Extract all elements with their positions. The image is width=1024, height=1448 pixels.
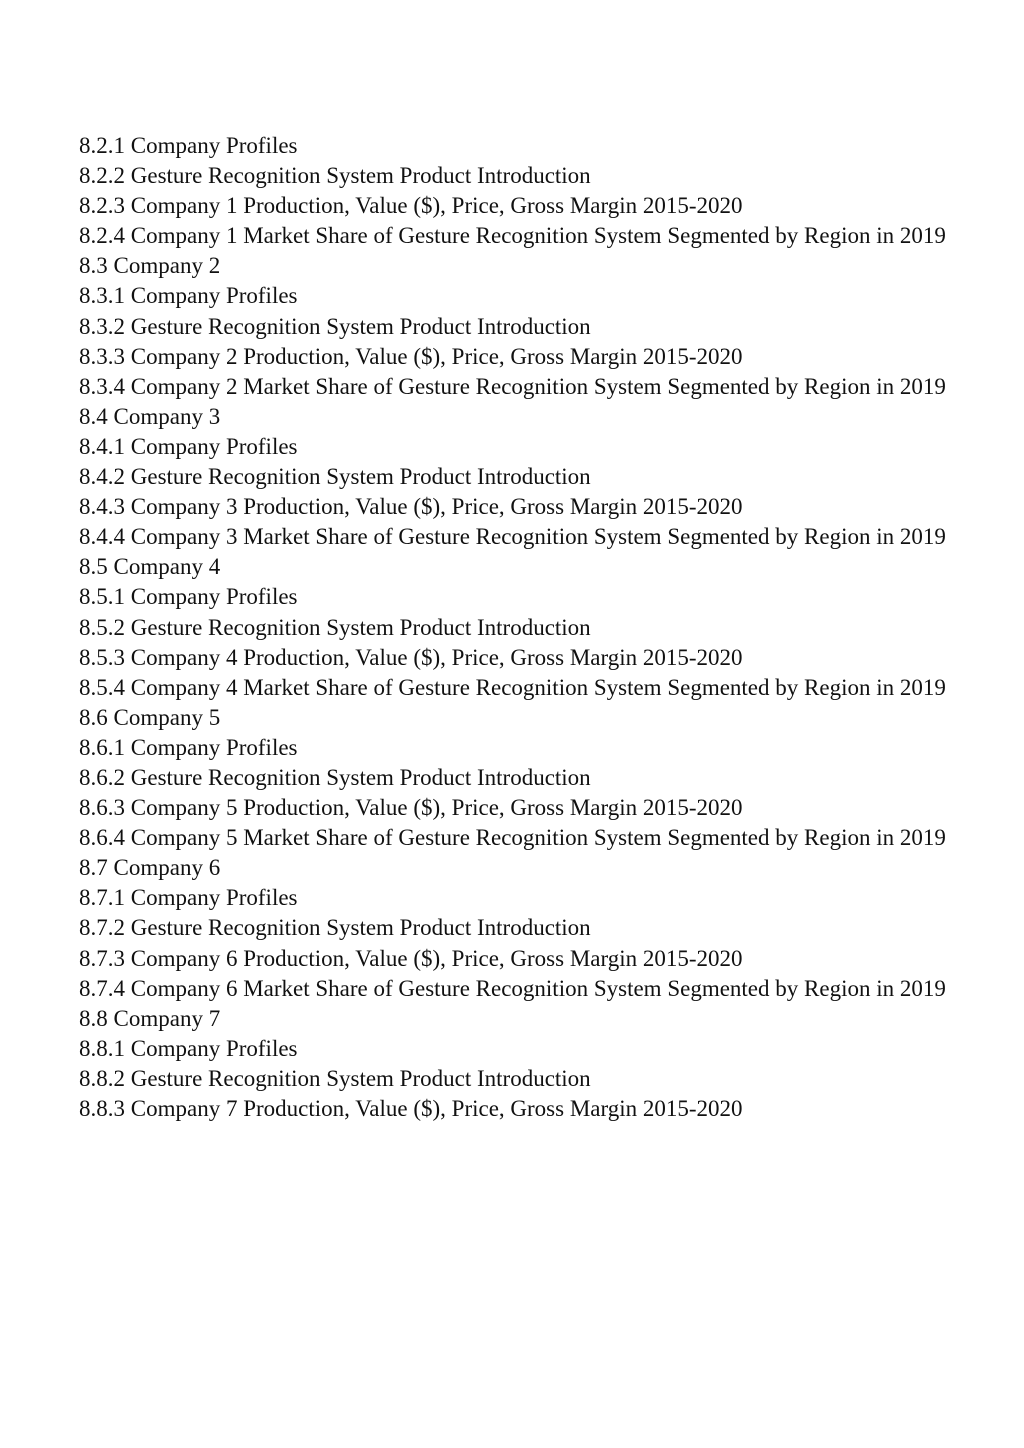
toc-entry: 8.5.4 Company 4 Market Share of Gesture Recognition System Segmented by Region in 2019 <box>79 674 946 700</box>
toc-entry: 8.4.1 Company Profiles <box>79 433 298 459</box>
toc-entry: 8.6 Company 5 <box>79 704 221 730</box>
toc-entry: 8.8.3 Company 7 Production, Value ($), Price, Gross Margin 2015-2020 <box>79 1096 743 1121</box>
toc-entry: 8.2.4 Company 1 Market Share of Gesture Recognition System Segmented by Region in 2019 <box>79 223 946 249</box>
toc-entry: 8.4 Company 3 <box>79 403 221 429</box>
toc-entry: 8.6.2 Gesture Recognition System Product Introduction <box>79 764 591 790</box>
toc-entry: 8.3 Company 2 <box>79 253 221 279</box>
toc-entry: 8.2.2 Gesture Recognition System Product Introduction <box>79 163 591 189</box>
toc-entry: 8.3.2 Gesture Recognition System Product Introduction <box>79 313 591 339</box>
toc-entry: 8.3.4 Company 2 Market Share of Gesture Recognition System Segmented by Region in 2019 <box>79 373 946 399</box>
toc-entry: 8.4.3 Company 3 Production, Value ($), Price, Gross Margin 2015-2020 <box>79 494 743 520</box>
toc-entry: 8.7.1 Company Profiles <box>79 885 298 911</box>
toc-entry: 8.7 Company 6 <box>79 855 221 881</box>
toc-entry: 8.5.2 Gesture Recognition System Product Introduction <box>79 614 591 640</box>
toc-entry: 8.7.2 Gesture Recognition System Product Introduction <box>79 915 591 941</box>
toc-entry: 8.4.2 Gesture Recognition System Product Introduction <box>79 464 591 490</box>
toc-entry: 8.7.3 Company 6 Production, Value ($), Price, Gross Margin 2015-2020 <box>79 945 743 971</box>
toc-entry: 8.8.2 Gesture Recognition System Product Introduction <box>79 1065 591 1091</box>
toc-entry: 8.8 Company 7 <box>79 1005 221 1031</box>
toc-entry: 8.5.3 Company 4 Production, Value ($), Price, Gross Margin 2015-2020 <box>79 644 743 670</box>
toc-entry: 8.3.3 Company 2 Production, Value ($), Price, Gross Margin 2015-2020 <box>79 343 743 369</box>
toc-entry: 8.7.4 Company 6 Market Share of Gesture Recognition System Segmented by Region in 2019 <box>79 975 946 1001</box>
toc-entry: 8.4.4 Company 3 Market Share of Gesture Recognition System Segmented by Region in 2019 <box>79 524 946 550</box>
toc-entry: 8.5 Company 4 <box>79 554 221 580</box>
document-page <box>79 131 959 1124</box>
toc-entry: 8.6.4 Company 5 Market Share of Gesture Recognition System Segmented by Region in 2019 <box>79 825 946 851</box>
toc-entry: 8.6.1 Company Profiles <box>79 734 298 760</box>
toc-entry: 8.2.1 Company Profiles <box>79 133 298 158</box>
toc-entry: 8.5.1 Company Profiles <box>79 584 298 610</box>
toc-entry: 8.6.3 Company 5 Production, Value ($), Price, Gross Margin 2015-2020 <box>79 795 743 821</box>
toc-entry: 8.3.1 Company Profiles <box>79 283 298 309</box>
toc-entry: 8.2.3 Company 1 Production, Value ($), Price, Gross Margin 2015-2020 <box>79 193 743 219</box>
toc-entry: 8.8.1 Company Profiles <box>79 1035 298 1061</box>
table-of-contents <box>79 131 959 1124</box>
